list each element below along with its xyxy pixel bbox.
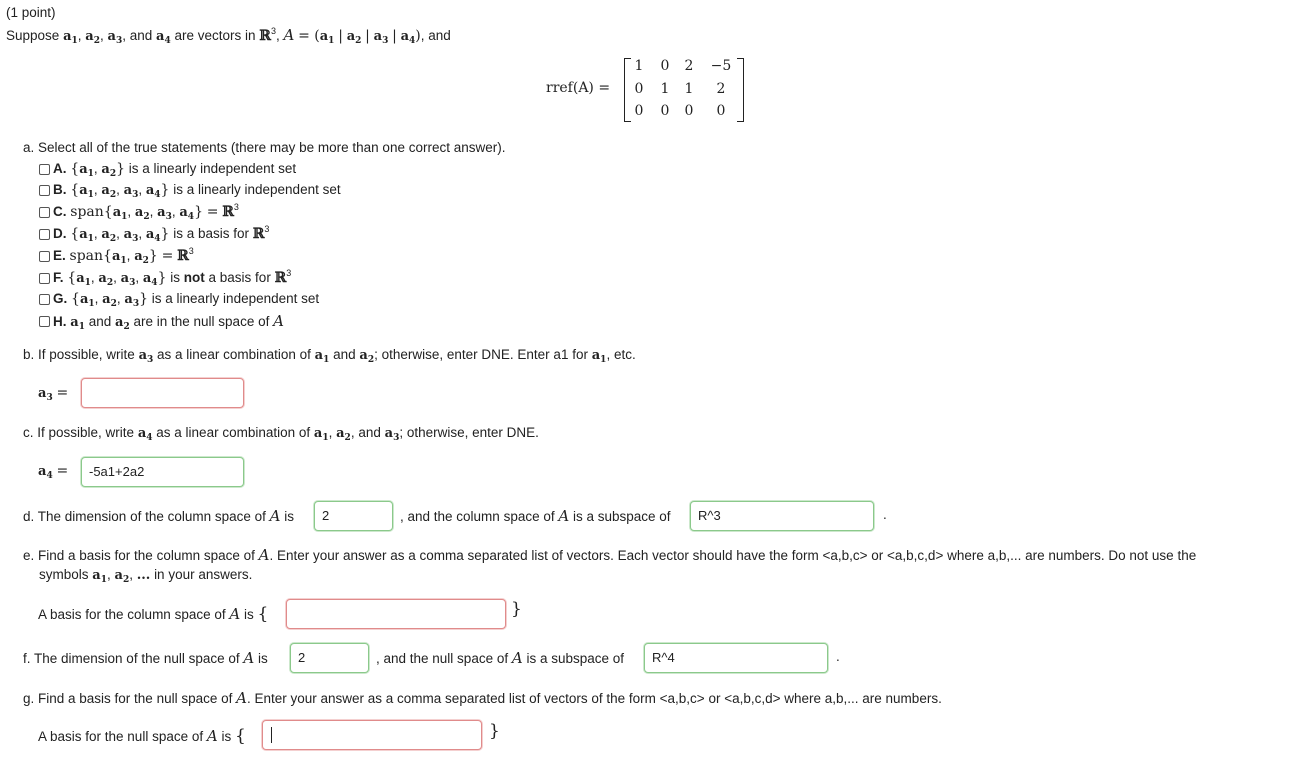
null-basis-close-brace: } — [489, 721, 500, 741]
problem-intro: Suppose $a_1$, $a_2$, $a_3$, and $a_4$ are vectors in ℝ$^3$, $A = (a_1$ | $a_2$ | $a_3$ | $a_4$), and — [6, 26, 451, 46]
text-caret — [271, 727, 272, 743]
checkbox-e[interactable] — [39, 251, 50, 262]
option-h[interactable]: H. $a_1$ and $a_2$ are in the null space of A — [39, 312, 284, 330]
rref-matrix: 1 0 2 −5 0 1 1 2 0 0 0 0 — [624, 56, 744, 122]
column-basis-close-brace: } — [511, 599, 522, 619]
part-d-period: . — [883, 507, 887, 522]
part-d-prompt-2: , and the column space of A is a subspace of — [400, 507, 671, 525]
option-d[interactable]: D. {$a_1$, $a_2$, $a_3$, $a_4$} is a basis for ℝ$^3$ — [39, 225, 269, 243]
part-b-prompt: b. If possible, write $a_3$ as a linear combination of $a_1$ and $a_2$; otherwise, enter DNE. Enter a1 for $a_1$, etc. — [23, 347, 636, 365]
checkbox-c[interactable] — [39, 207, 50, 218]
a3-label: $a_3$ = — [38, 385, 69, 403]
checkbox-f[interactable] — [39, 273, 50, 284]
column-space-basis-input[interactable] — [286, 599, 506, 629]
column-basis-label: A basis for the column space of A is { — [38, 604, 269, 624]
option-c[interactable]: C. $span\{a_1$, $a_2$, $a_3$, $a_4$} = ℝ$^3$ — [39, 203, 239, 221]
checkbox-a[interactable] — [39, 164, 50, 175]
part-a-prompt: a. Select all of the true statements (there may be more than one correct answer). — [23, 140, 506, 155]
a4-input[interactable]: -5a1+2a2 — [81, 457, 244, 487]
part-g-prompt: g. Find a basis for the null space of A. Enter your answer as a comma separated list of vectors of the form <a,b,c> or <a,b,c,d> where a,b,... are numbers. — [23, 689, 942, 707]
option-a[interactable]: A. {$a_1$, $a_2$} is a linearly independent set — [39, 160, 296, 178]
column-space-dimension-input[interactable]: 2 — [314, 501, 393, 531]
null-space-subspace-input[interactable]: R^4 — [644, 643, 828, 673]
part-e-prompt-line1: e. Find a basis for the column space of A. Enter your answer as a comma separated list of vectors. Each vector should have the form <a,b,c> or <a,b,c,d> where a,b,... are numbers. Do not use the — [23, 546, 1197, 564]
part-f-prompt-2: , and the null space of A is a subspace of — [376, 649, 625, 667]
null-space-dimension-input[interactable]: 2 — [290, 643, 369, 673]
checkbox-d[interactable] — [39, 229, 50, 240]
column-space-subspace-input[interactable]: R^3 — [690, 501, 874, 531]
option-f[interactable]: F. {$a_1$, $a_2$, $a_3$, $a_4$} is not a basis for ℝ$^3$ — [39, 269, 291, 287]
option-b[interactable]: B. {$a_1$, $a_2$, $a_3$, $a_4$} is a linearly independent set — [39, 181, 341, 199]
option-g[interactable]: G. {$a_1$, $a_2$, $a_3$} is a linearly independent set — [39, 290, 319, 308]
null-basis-label: A basis for the null space of A is { — [38, 726, 246, 746]
option-e[interactable]: E. $span\{a_1$, $a_2$} = ℝ$^3$ — [39, 247, 194, 265]
part-e-prompt-line2: symbols $a_1$, $a_2$, ... in your answers. — [39, 567, 253, 585]
part-f-prompt: f. The dimension of the null space of A is — [23, 649, 268, 667]
checkbox-h[interactable] — [39, 316, 50, 327]
checkbox-b[interactable] — [39, 185, 50, 196]
points-label: (1 point) — [6, 5, 56, 20]
part-f-period: . — [836, 649, 840, 664]
a3-input[interactable] — [81, 378, 244, 408]
part-d-prompt: d. The dimension of the column space of A is — [23, 507, 295, 525]
a4-label: $a_4$ = — [38, 463, 69, 481]
part-c-prompt: c. If possible, write $a_4$ as a linear combination of $a_1$, $a_2$, and $a_3$; otherwise, enter DNE. — [23, 425, 539, 443]
checkbox-g[interactable] — [39, 294, 50, 305]
null-space-basis-input[interactable] — [262, 720, 482, 750]
rref-label: rref(A) = — [546, 80, 611, 96]
